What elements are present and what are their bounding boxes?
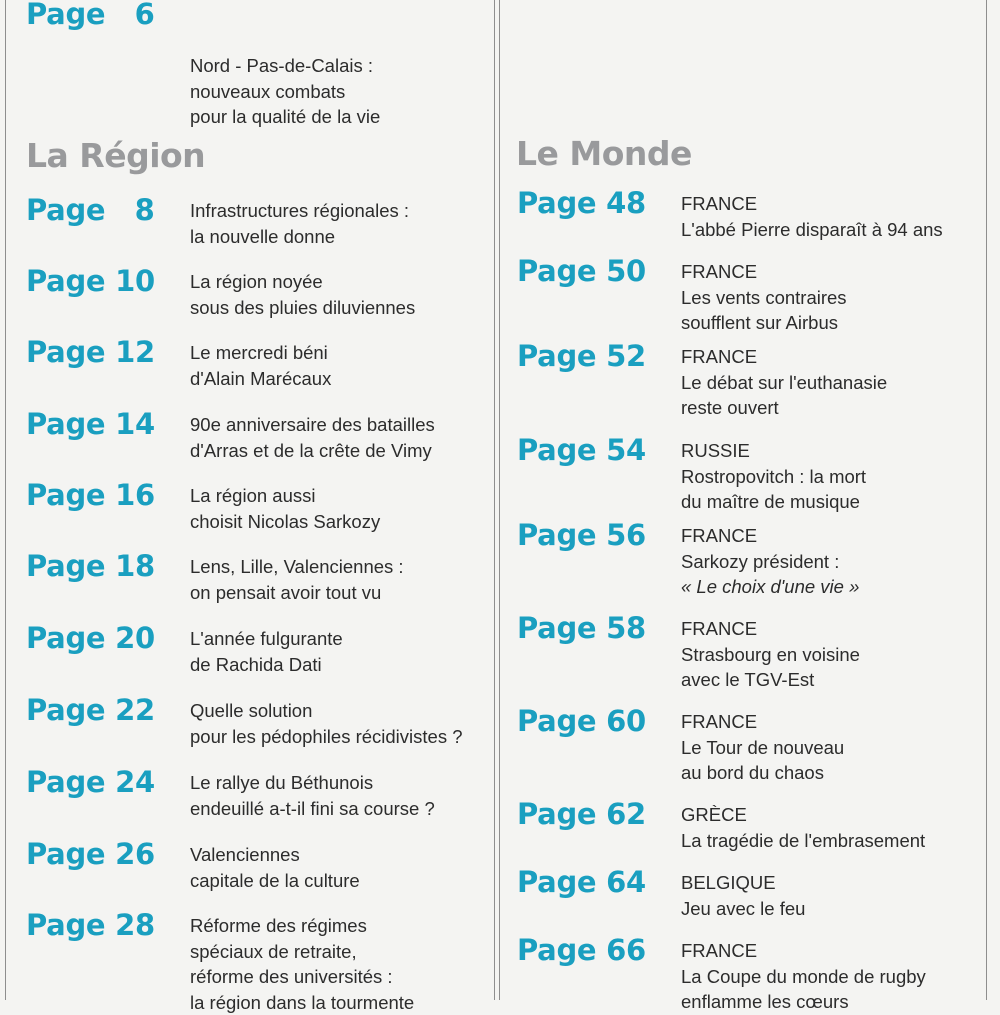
page-number: Page 52 <box>517 339 646 373</box>
page-number: Page 8 <box>26 193 155 227</box>
page-number: Page 20 <box>26 621 155 655</box>
entry-text: Le mercredi béni d'Alain Marécaux <box>190 342 332 389</box>
entry-text: Quelle solution pour les pédophiles récidivistes ? <box>190 700 463 747</box>
page-number: Page 16 <box>26 478 155 512</box>
page-number: Page 22 <box>26 693 155 727</box>
left-border-rule <box>5 0 6 1000</box>
page-number: Page 62 <box>517 797 646 831</box>
page-number: Page 24 <box>26 765 155 799</box>
entry-text: FRANCE L'abbé Pierre disparaît à 94 ans <box>681 193 943 240</box>
page-number: Page 12 <box>26 335 155 369</box>
page-number: Page 26 <box>26 837 155 871</box>
entry-text: Le rallye du Béthunois endeuillé a-t-il fini sa course ? <box>190 772 435 819</box>
page-number: Page 48 <box>517 186 646 220</box>
entry-text: Réforme des régimes spéciaux de retraite, réforme des universités : la région dans la tourmente <box>190 915 415 1013</box>
entry-text: 90e anniversaire des batailles d'Arras et de la crête de Vimy <box>190 414 435 461</box>
section-title-region: La Région <box>26 136 206 175</box>
page-number: Page 64 <box>517 865 646 899</box>
page-number: Page 6 <box>26 0 155 31</box>
entry-text: L'année fulgurante de Rachida Dati <box>190 628 343 675</box>
entry-text: Infrastructures régionales : la nouvelle donne <box>190 200 410 247</box>
page-number: Page 10 <box>26 264 155 298</box>
page-number: Page 18 <box>26 549 155 583</box>
entry-text: FRANCE Strasbourg en voisine avec le TGV-Est <box>681 618 860 690</box>
entry-text: FRANCE La Coupe du monde de rugby enflamme les cœurs <box>681 940 926 1012</box>
column-divider-rule <box>499 0 500 1000</box>
entry-text: FRANCE Sarkozy président : « Le choix d'une vie » <box>681 525 860 597</box>
page-number: Page 54 <box>517 433 646 467</box>
page-number: Page 58 <box>517 611 646 645</box>
page-number: Page 28 <box>26 908 155 942</box>
entry-text: Lens, Lille, Valenciennes : on pensait avoir tout vu <box>190 556 404 603</box>
page-number: Page 60 <box>517 704 646 738</box>
entry-text: Nord - Pas-de-Calais : nouveaux combats pour la qualité de la vie <box>190 55 381 127</box>
entry-text: FRANCE Le Tour de nouveau au bord du chaos <box>681 711 845 783</box>
page-number: Page 14 <box>26 407 155 441</box>
entry-text: BELGIQUE Jeu avec le feu <box>681 872 806 919</box>
section-title-monde: Le Monde <box>516 134 692 173</box>
entry-text: La région aussi choisit Nicolas Sarkozy <box>190 485 381 532</box>
page-number: Page 56 <box>517 518 646 552</box>
right-border-rule <box>986 0 987 1000</box>
page-number: Page 66 <box>517 933 646 967</box>
page-number: Page 50 <box>517 254 646 288</box>
entry-text: La région noyée sous des pluies diluviennes <box>190 271 416 318</box>
entry-text: FRANCE Le débat sur l'euthanasie reste ouvert <box>681 346 888 418</box>
entry-text: RUSSIE Rostropovitch : la mort du maître de musique <box>681 440 867 512</box>
entry-text: GRÈCE La tragédie de l'embrasement <box>681 804 926 851</box>
column-divider-rule <box>494 0 495 1000</box>
entry-text: FRANCE Les vents contraires soufflent sur Airbus <box>681 261 847 333</box>
entry-text: Valenciennes capitale de la culture <box>190 844 360 891</box>
